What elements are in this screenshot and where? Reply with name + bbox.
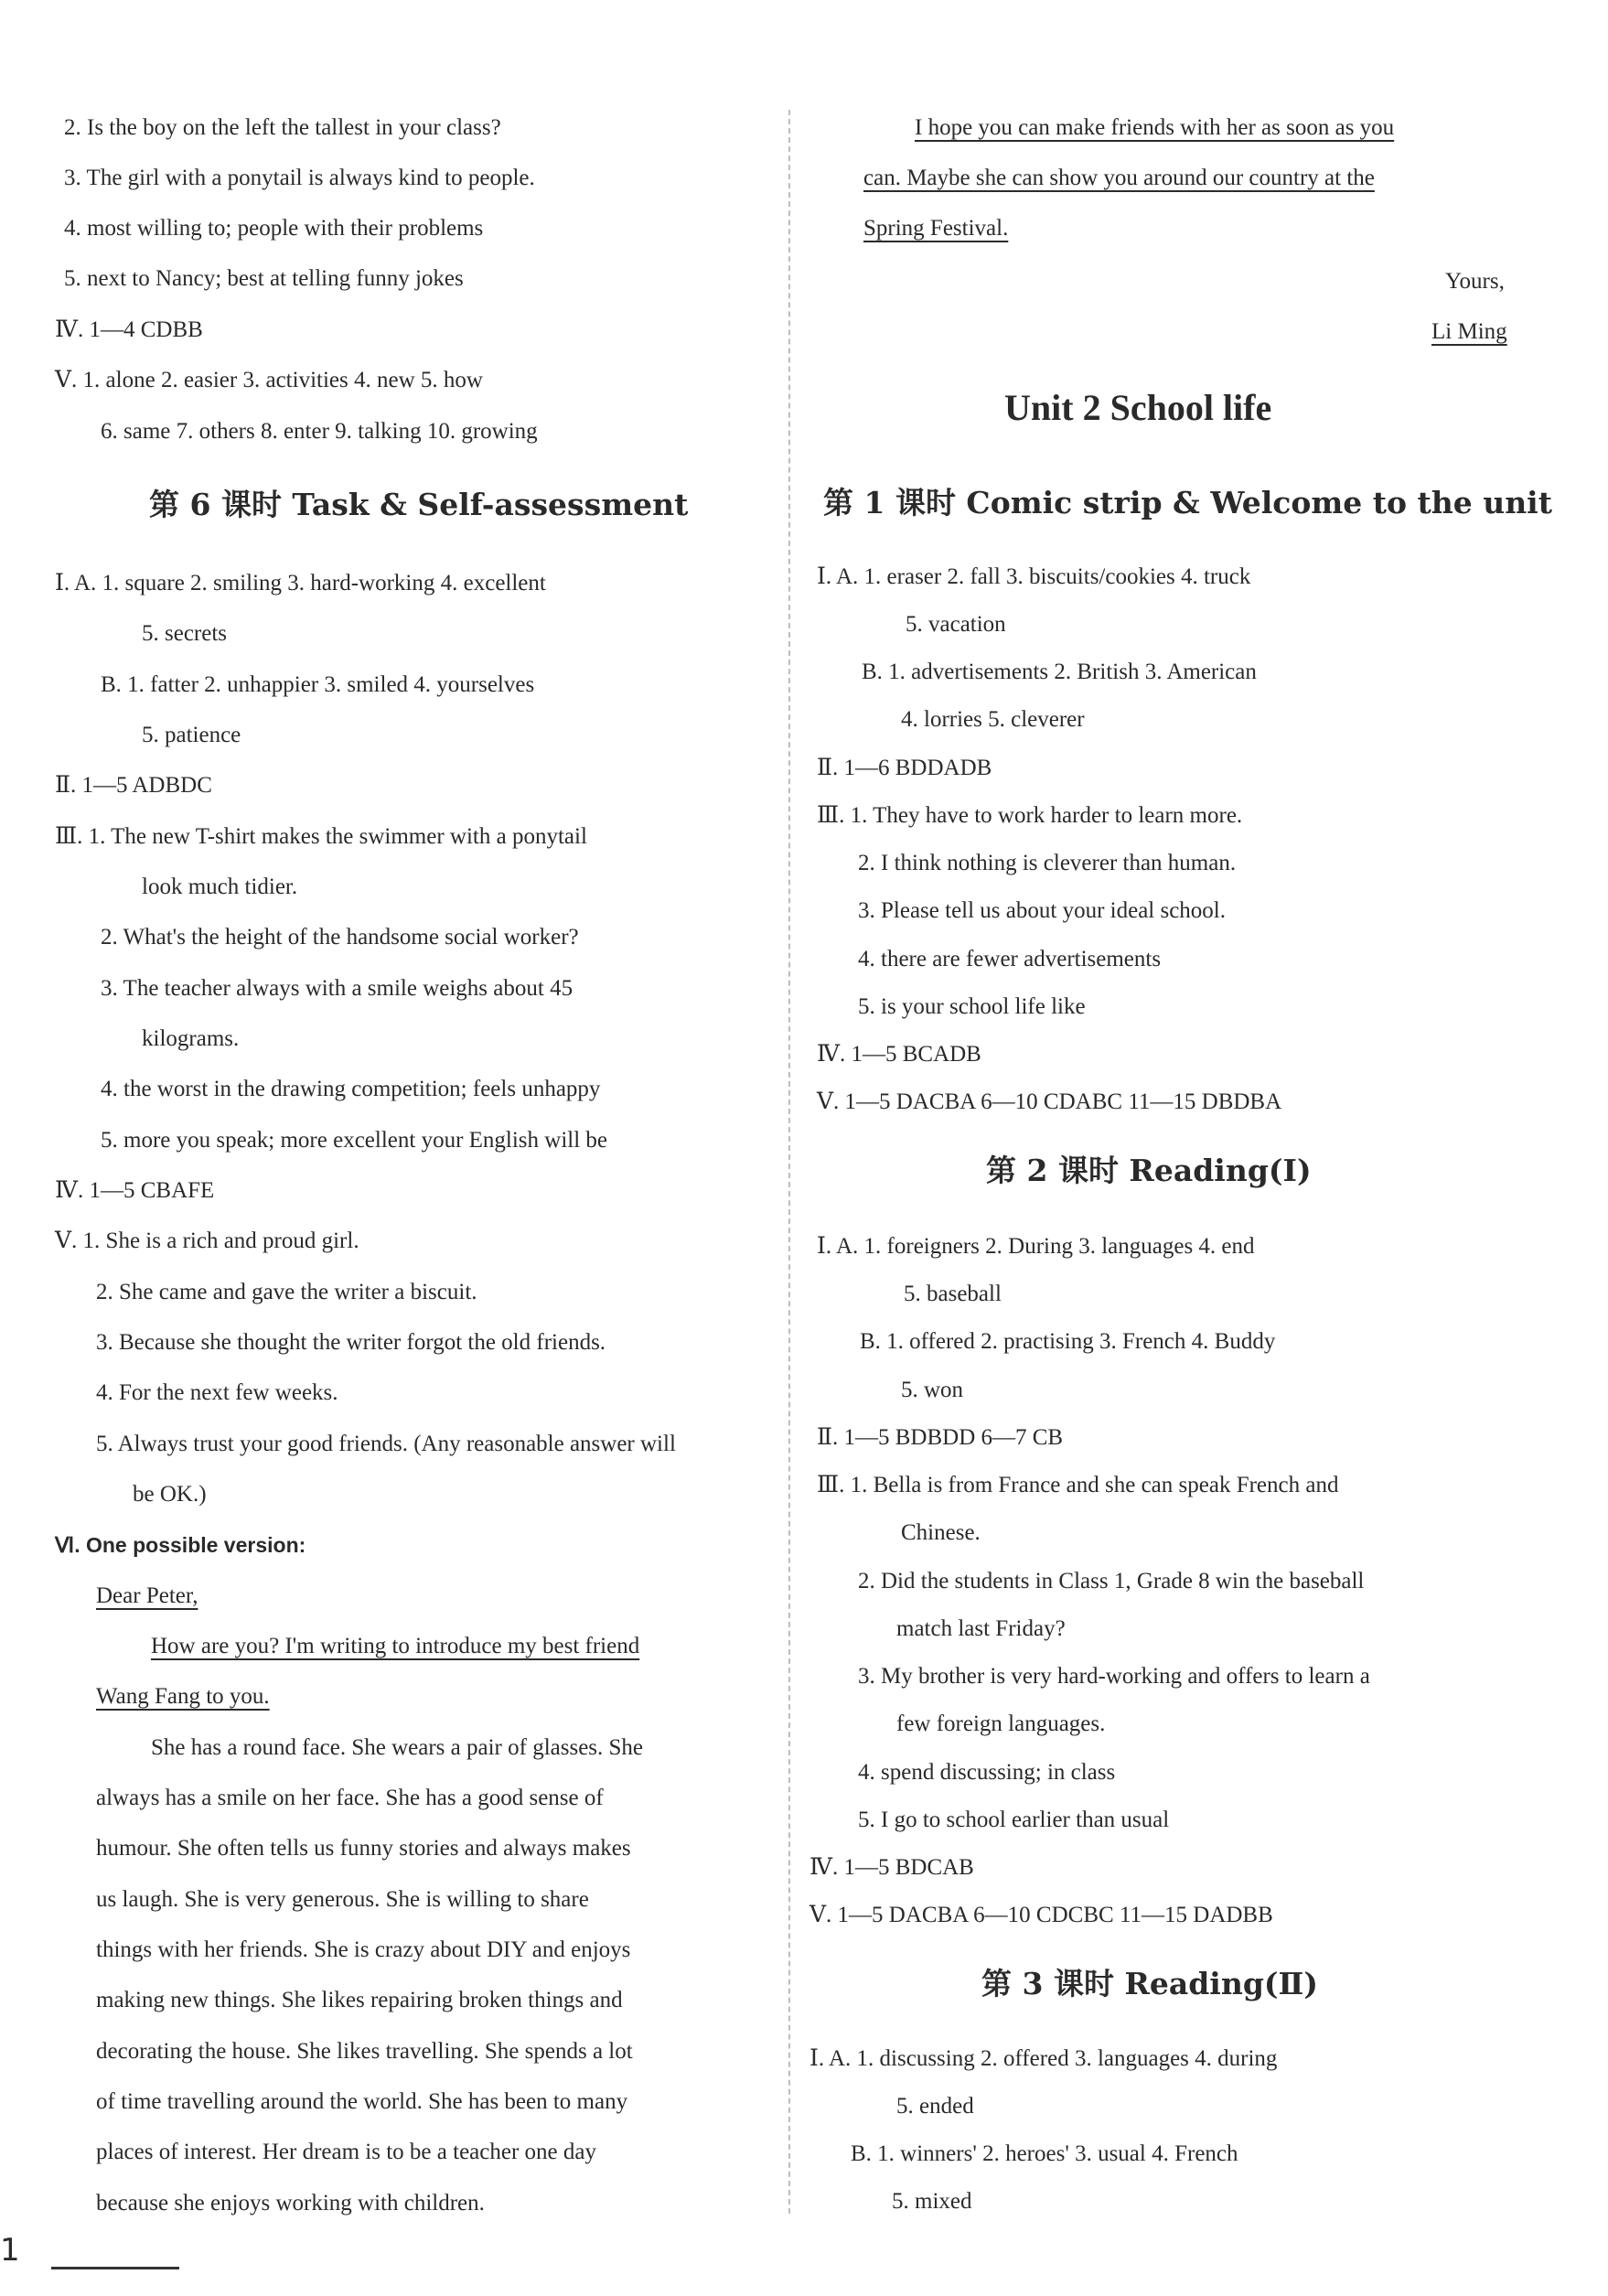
answer-line: 3. The girl with a ponytail is always kind to people. (64, 166, 535, 190)
answer-line: kilograms. (142, 1026, 240, 1051)
letter-line: always has a smile on her face. She has a good sense of (96, 1786, 604, 1810)
answer-line: 5. vacation (906, 612, 1006, 637)
letter-line: I hope you can make friends with her as soon as you (915, 115, 1395, 140)
answer-line: Ⅲ. 1. The new T-shirt makes the swimmer with a ponytail (55, 824, 587, 849)
section-heading: 第 2 课时 Reading(Ⅰ) (986, 1153, 1312, 1188)
answer-line: B. 1. advertisements 2. British 3. American (862, 660, 1257, 684)
answer-line: 5. is your school life like (858, 994, 1086, 1019)
answer-line: Ⅱ. 1—5 BDBDD 6—7 CB (817, 1425, 1064, 1450)
answer-line: 4. most willing to; people with their problems (64, 216, 484, 241)
answer-line: look much tidier. (142, 874, 298, 899)
page-number: 1 (0, 2232, 20, 2269)
letter-line: Spring Festival. (863, 216, 1009, 241)
letter-salutation: Dear Peter, (96, 1583, 198, 1608)
answer-line: Ⅰ. A. 1. square 2. smiling 3. hard-working 4. excellent (55, 571, 546, 595)
answer-line: 5. next to Nancy; best at telling funny jokes (64, 266, 464, 291)
answer-line: 5. patience (142, 723, 241, 747)
answer-line: Ⅳ. 1—5 CBAFE (55, 1178, 215, 1203)
answer-line: 2. Is the boy on the left the tallest in your class? (64, 115, 501, 140)
answer-line: 4. there are fewer advertisements (858, 947, 1162, 971)
answer-line: 3. Please tell us about your ideal school. (858, 898, 1227, 923)
letter-line: Wang Fang to you. (96, 1684, 270, 1709)
answer-line: 6. same 7. others 8. enter 9. talking 10. growing (101, 419, 538, 444)
answer-line: Ⅰ. A. 1. foreigners 2. During 3. languages 4. end (817, 1234, 1255, 1259)
answer-line: Ⅳ. 1—4 CDBB (55, 317, 203, 342)
answer-line: B. 1. offered 2. practising 3. French 4. Buddy (860, 1329, 1276, 1354)
letter-line: places of interest. Her dream is to be a teacher one day (96, 2140, 596, 2164)
section-heading: 第 3 课时 Reading(Ⅱ) (981, 1966, 1318, 2001)
answer-line: Ⅴ. 1—5 DACBA 6—10 CDABC 11—15 DBDBA (817, 1089, 1282, 1114)
answer-line: 5. Always trust your good friends. (Any reasonable answer will (96, 1432, 676, 1456)
answer-line: 2. What's the height of the handsome social worker? (101, 925, 579, 950)
answer-line: match last Friday? (896, 1616, 1066, 1641)
letter-line: humour. She often tells us funny stories and always makes (96, 1836, 631, 1861)
answer-line: be OK.) (133, 1482, 207, 1507)
answer-line: Ⅲ. 1. Bella is from France and she can speak French and (817, 1473, 1339, 1497)
answer-line: 5. won (901, 1378, 964, 1402)
answer-line: 4. lorries 5. cleverer (901, 707, 1085, 732)
answer-line: 2. She came and gave the writer a biscuit. (96, 1280, 477, 1304)
letter-line: How are you? I'm writing to introduce my best friend (151, 1634, 640, 1658)
letter-line: of time travelling around the world. She has been to many (96, 2089, 628, 2114)
answer-line: Ⅳ. 1—5 BCADB (817, 1042, 981, 1067)
answer-line: Ⅰ. A. 1. eraser 2. fall 3. biscuits/cookies 4. truck (817, 564, 1251, 589)
letter-signature: Li Ming (1431, 319, 1507, 344)
answer-line: 5. mixed (892, 2189, 972, 2214)
letter-line: decorating the house. She likes travelling. She spends a lot (96, 2039, 633, 2064)
answer-line: B. 1. fatter 2. unhappier 3. smiled 4. yourselves (101, 672, 535, 697)
answer-line: 3. My brother is very hard-working and offers to learn a (858, 1664, 1370, 1689)
letter-line: us laugh. She is very generous. She is willing to share (96, 1887, 589, 1912)
unit-title: Unit 2 School life (1004, 387, 1272, 428)
answer-line: 2. Did the students in Class 1, Grade 8 win the baseball (858, 1569, 1365, 1593)
section-heading: 第 1 课时 Comic strip & Welcome to the unit (823, 485, 1552, 520)
letter-line: making new things. She likes repairing broken things and (96, 1988, 623, 2012)
answer-line: Ⅰ. A. 1. discussing 2. offered 3. languages 4. during (809, 2046, 1278, 2071)
section-heading: 第 6 课时 Task & Self-assessment (149, 487, 689, 522)
answer-line: 5. I go to school earlier than usual (858, 1808, 1170, 1832)
answer-line: Ⅴ. 1. alone 2. easier 3. activities 4. new 5. how (55, 368, 483, 392)
answer-line: few foreign languages. (896, 1711, 1106, 1736)
letter-line: because she enjoys working with children. (96, 2191, 485, 2216)
answer-line: 5. ended (896, 2094, 974, 2119)
letter-line: can. Maybe she can show you around our country at the (863, 166, 1375, 190)
answer-line: Ⅴ. 1. She is a rich and proud girl. (55, 1228, 359, 1253)
answer-line: Ⅵ. One possible version: (55, 1533, 306, 1557)
answer-line: Ⅲ. 1. They have to work harder to learn more. (817, 803, 1243, 828)
answer-line: Ⅱ. 1—5 ADBDC (55, 773, 212, 798)
letter-line: things with her friends. She is crazy about DIY and enjoys (96, 1937, 631, 1962)
answer-line: Ⅳ. 1—5 BDCAB (809, 1855, 974, 1880)
answer-line: Ⅱ. 1—6 BDDADB (817, 756, 992, 780)
answer-line: 4. For the next few weeks. (96, 1380, 338, 1405)
footer-rule (51, 2267, 179, 2269)
answer-line: 4. the worst in the drawing competition; feels unhappy (101, 1077, 601, 1101)
answer-line: Ⅴ. 1—5 DACBA 6—10 CDCBC 11—15 DADBB (809, 1903, 1273, 1927)
answer-line: 5. secrets (142, 621, 228, 646)
answer-line: 4. spend discussing; in class (858, 1760, 1116, 1785)
column-divider (788, 110, 790, 2214)
answer-line: 3. The teacher always with a smile weighs about 45 (101, 976, 574, 1001)
answer-line: B. 1. winners' 2. heroes' 3. usual 4. French (851, 2141, 1238, 2166)
letter-line: She has a round face. She wears a pair of glasses. She (151, 1735, 644, 1760)
answer-line: 3. Because she thought the writer forgot the old friends. (96, 1330, 606, 1355)
answer-line: 5. more you speak; more excellent your English will be (101, 1128, 608, 1153)
answer-line: 2. I think nothing is cleverer than human. (858, 851, 1237, 875)
answer-line: Chinese. (901, 1520, 981, 1545)
letter-closing: Yours, (1445, 269, 1505, 294)
answer-line: 5. baseball (904, 1282, 1002, 1306)
